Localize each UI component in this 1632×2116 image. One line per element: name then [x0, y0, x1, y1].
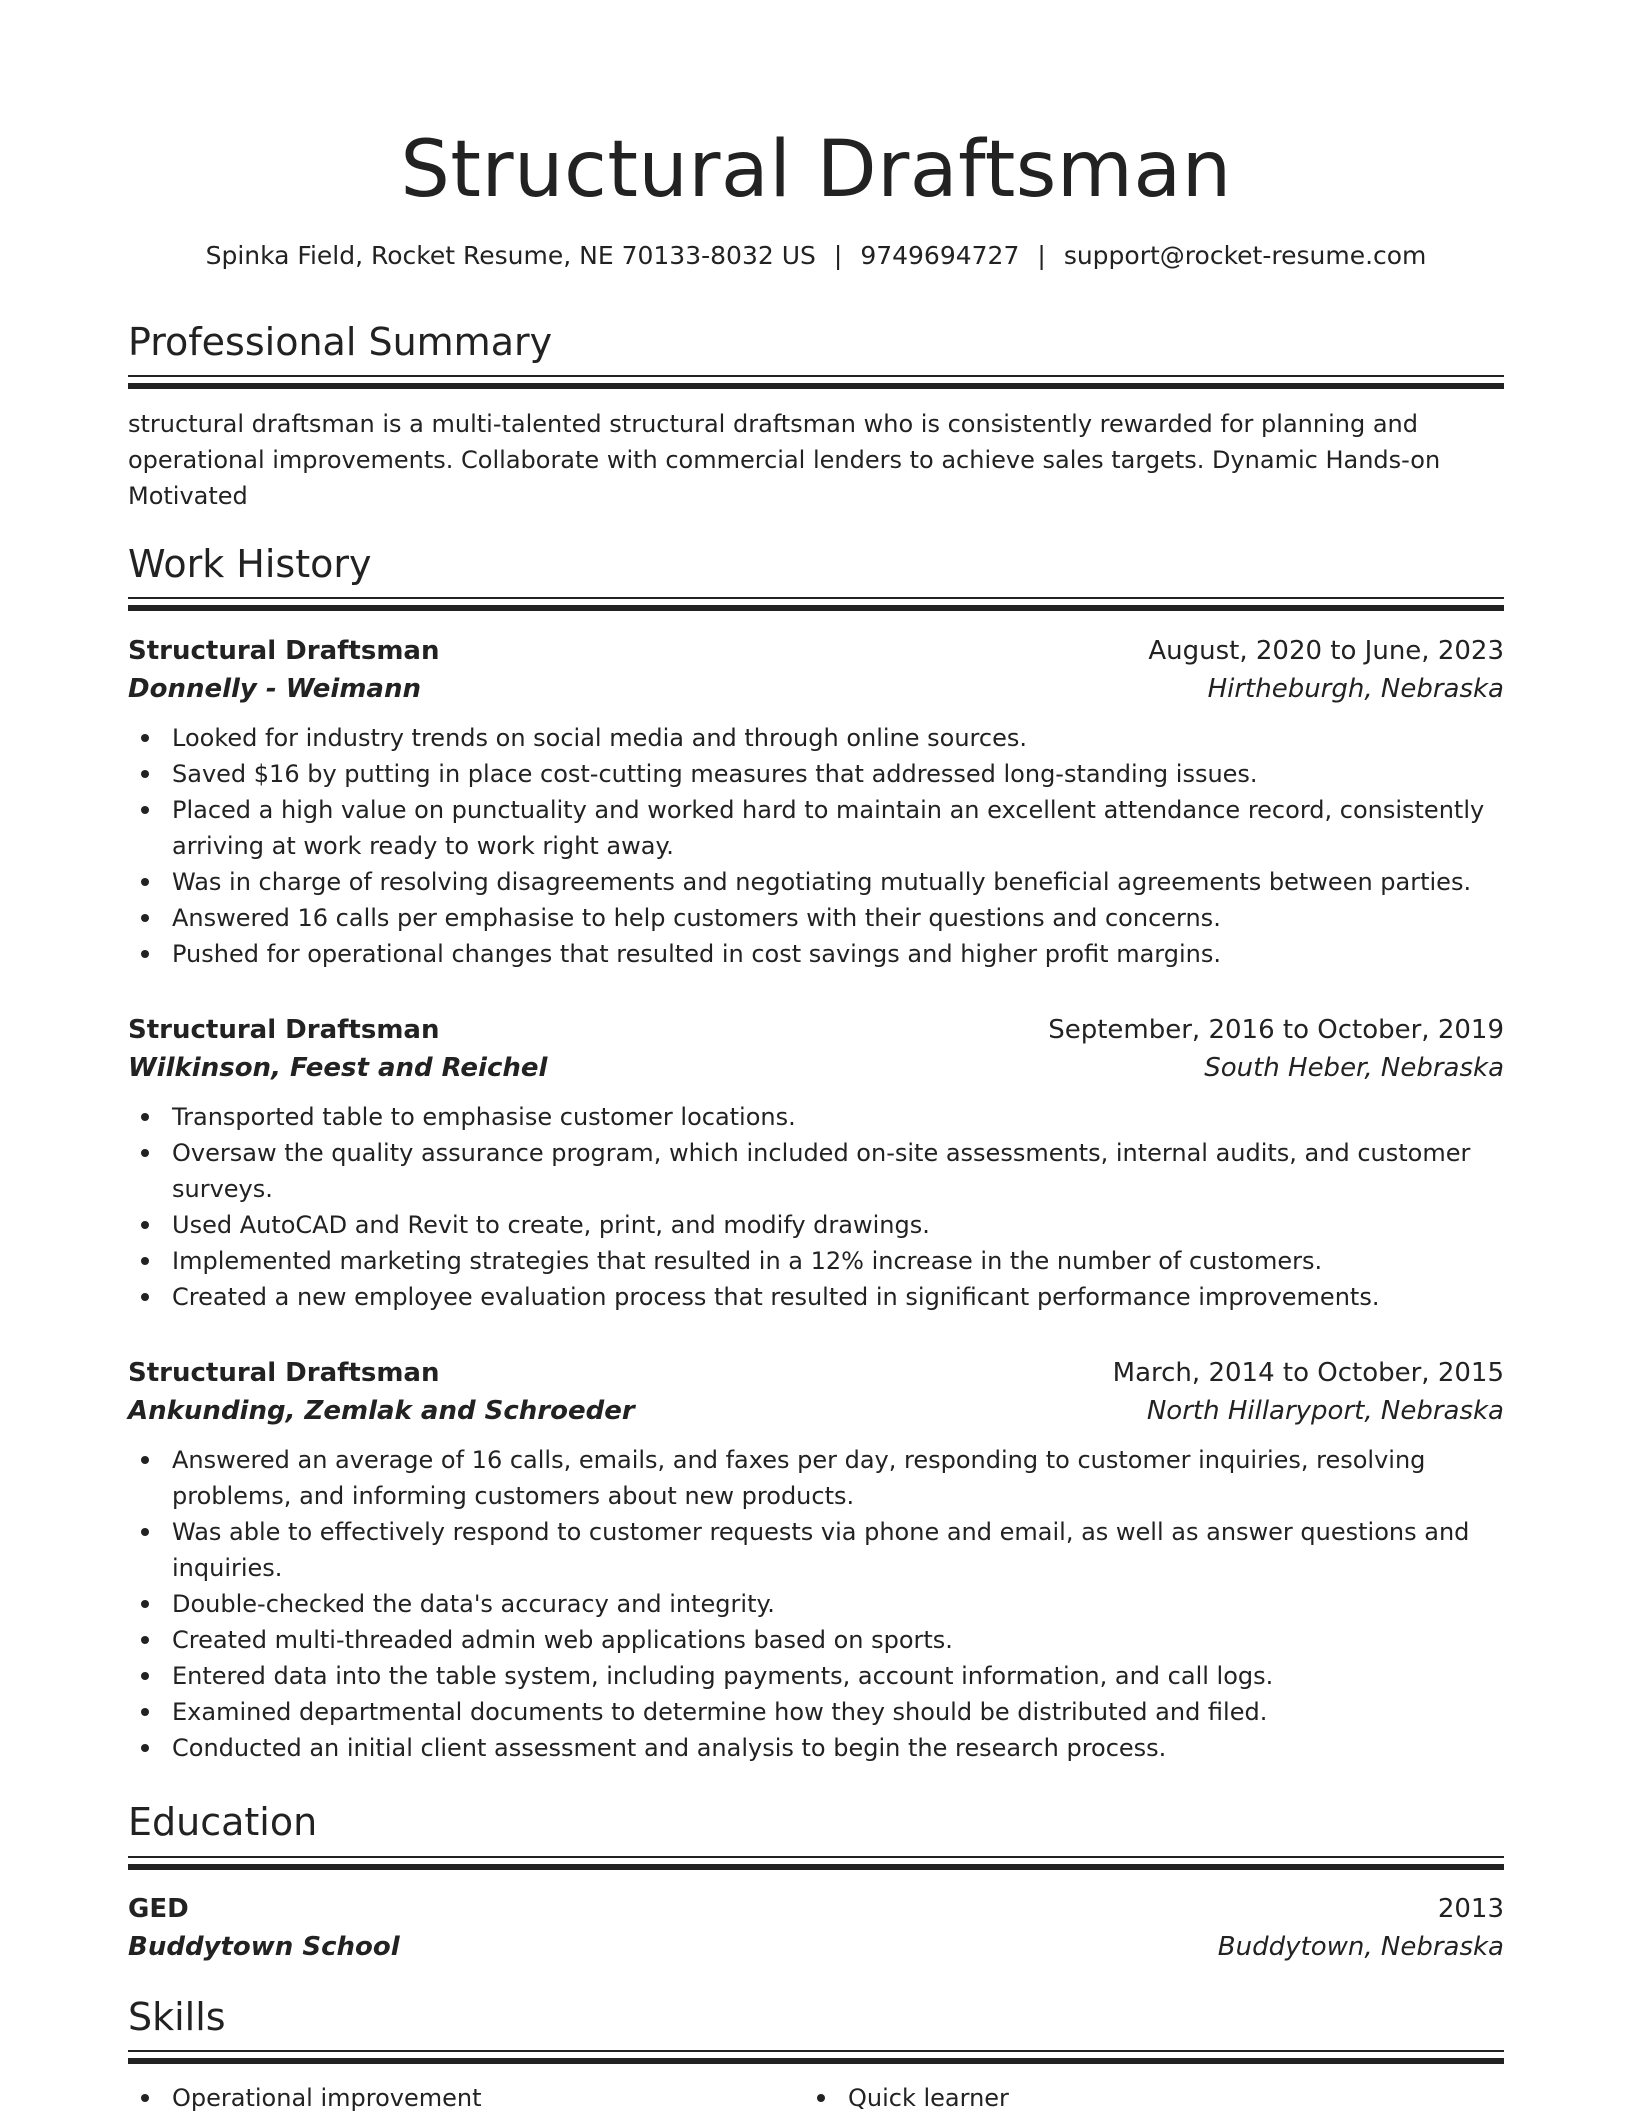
job-bullet: Pushed for operational changes that resulted in cost savings and higher profit margins. — [172, 936, 1504, 972]
section-divider — [128, 375, 1504, 390]
work-history-heading: Work History — [128, 542, 372, 586]
education-entry — [128, 1890, 1504, 1966]
education-degree: GED — [128, 1894, 189, 1924]
job-bullets — [128, 720, 1504, 972]
job-bullet: Implemented marketing strategies that resulted in a 12% increase in the number of customers. — [172, 1243, 1504, 1279]
skill-item: Quick learner — [848, 2080, 1480, 2116]
summary-text: structural draftsman is a multi-talented structural draftsman who is consistently rewarded for planning and operational improvements. Collaborate with commercial lenders to achieve sales targets. Dynamic Hands-on Motivated — [128, 410, 1441, 510]
skills-column-right — [804, 2080, 1480, 2116]
job-title: Structural Draftsman — [128, 1358, 440, 1388]
education-location: Buddytown, Nebraska — [1217, 1932, 1504, 1962]
job-bullet: Was able to effectively respond to customer requests via phone and email, as well as answer questions and inquiries. — [172, 1514, 1504, 1586]
job-bullet: Conducted an initial client assessment and analysis to begin the research process. — [172, 1730, 1504, 1766]
job-location: Hirtheburgh, Nebraska — [1207, 674, 1504, 704]
job-company: Wilkinson, Feest and Reichel — [128, 1053, 548, 1083]
skills-list — [128, 2080, 1504, 2116]
job-bullet: Entered data into the table system, including payments, account information, and call logs. — [172, 1658, 1504, 1694]
job-title: Structural Draftsman — [128, 636, 440, 666]
job-bullet: Looked for industry trends on social media and through online sources. — [172, 720, 1504, 756]
job-bullet: Placed a high value on punctuality and worked hard to maintain an excellent attendance record, consistently arriving at work ready to work right away. — [172, 792, 1504, 864]
job-dates: August, 2020 to June, 2023 — [1148, 636, 1504, 666]
job-company: Ankunding, Zemlak and Schroeder — [128, 1396, 635, 1426]
job-dates: September, 2016 to October, 2019 — [1048, 1015, 1504, 1045]
contact-phone: 9749694727 — [860, 241, 1020, 270]
contact-email: support@rocket-resume.com — [1063, 241, 1427, 270]
section-divider — [128, 2050, 1504, 2065]
job-bullet: Examined departmental documents to determine how they should be distributed and filed. — [172, 1694, 1504, 1730]
contact-separator: | — [833, 241, 843, 270]
job-bullets — [128, 1099, 1504, 1315]
summary-heading: Professional Summary — [128, 320, 553, 364]
job-bullet: Saved $16 by putting in place cost-cutting measures that addressed long-standing issues. — [172, 756, 1504, 792]
job-bullet: Created multi-threaded admin web applications based on sports. — [172, 1622, 1504, 1658]
candidate-name: Structural Draftsman — [400, 125, 1232, 215]
education-heading: Education — [128, 1800, 318, 1844]
job-bullet: Answered an average of 16 calls, emails, and faxes per day, responding to customer inquiries, resolving problems, and informing customers about new products. — [172, 1442, 1504, 1514]
job-bullet: Transported table to emphasise customer locations. — [172, 1099, 1504, 1135]
job-bullet: Oversaw the quality assurance program, which included on-site assessments, internal audits, and customer surveys. — [172, 1135, 1504, 1207]
section-divider — [128, 597, 1504, 612]
contact-separator: | — [1037, 241, 1046, 270]
job-bullet: Was in charge of resolving disagreements and negotiating mutually beneficial agreements between parties. — [172, 864, 1504, 900]
section-divider — [128, 1856, 1504, 1871]
job-location: North Hillaryport, Nebraska — [1146, 1396, 1504, 1426]
job-entry — [128, 632, 1504, 972]
job-title: Structural Draftsman — [128, 1015, 440, 1045]
job-location: South Heber, Nebraska — [1204, 1053, 1504, 1083]
job-bullet: Answered 16 calls per emphasise to help customers with their questions and concerns. — [172, 900, 1504, 936]
education-school: Buddytown School — [128, 1932, 400, 1962]
job-entry — [128, 1011, 1504, 1315]
job-bullet: Used AutoCAD and Revit to create, print, and modify drawings. — [172, 1207, 1504, 1243]
contact-line — [128, 238, 1504, 274]
job-company: Donnelly - Weimann — [128, 674, 421, 704]
skills-column-left — [128, 2080, 804, 2116]
contact-address: Spinka Field, Rocket Resume, NE 70133-8032 US — [205, 241, 816, 270]
job-dates: March, 2014 to October, 2015 — [1112, 1358, 1504, 1388]
skill-item: Operational improvement — [172, 2080, 804, 2116]
job-bullet: Created a new employee evaluation process that resulted in significant performance improvements. — [172, 1279, 1504, 1315]
skills-heading: Skills — [128, 1995, 226, 2039]
job-bullet: Double-checked the data's accuracy and integrity. — [172, 1586, 1504, 1622]
job-entry — [128, 1354, 1504, 1766]
job-bullets — [128, 1442, 1504, 1766]
education-year: 2013 — [1437, 1894, 1504, 1924]
